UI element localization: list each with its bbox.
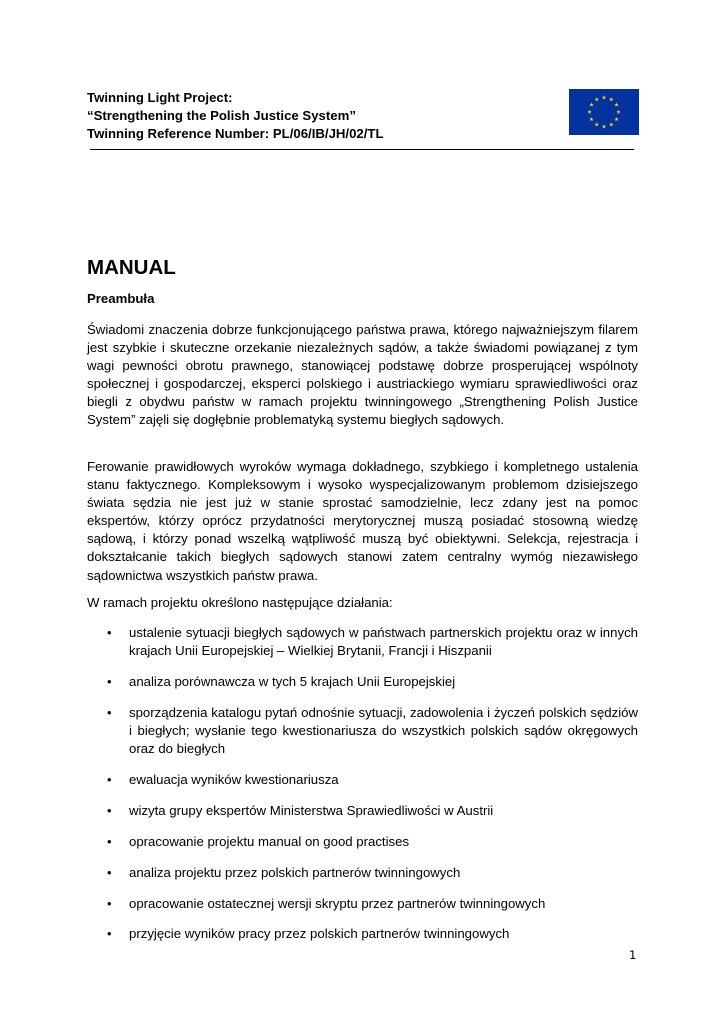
list-item-text: sporządzenia katalogu pytań odnośnie sytuacji, zadowolenia i życzeń polskich sędziów i biegłych; wysłanie tego kwestionariusza do wszystkich polskich sądów okręgowych oraz do biegłych bbox=[129, 704, 638, 757]
bullet-icon: • bbox=[107, 802, 112, 818]
list-item-text: przyjęcie wyników pracy przez polskich partnerów twinningowych bbox=[129, 926, 510, 942]
list-item-text: analiza projektu przez polskich partnerów twinningowych bbox=[129, 864, 461, 880]
list-item bbox=[87, 624, 638, 660]
bullet-icon: • bbox=[107, 926, 112, 942]
bullet-icon: • bbox=[107, 625, 112, 640]
paragraph-requirements: Ferowanie prawidłowych wyroków wymaga dokładnego, szybkiego i kompletnego ustalenia stanu faktycznego. Kompleksowym i wysoko wyspecjalizowanym problemom dzisiejszego świata sędzia nie jest już w stanie sprostać samodzielnie, lecz zdany jest na pomoc ekspertów, którzy oprócz przydatności merytorycznej muszą posiadać stosowną wiedzę sądową, i którzy ponad wszelką wątpliwość muszą być obiektywni. Selekcja, rejestracja i dokształcanie takich biegłych sądowych stanowi zatem centralny wymóg niezawisłego sądownictwa wszystkich państw prawa. bbox=[87, 459, 638, 583]
list-item bbox=[87, 925, 638, 943]
bullet-icon: • bbox=[107, 704, 112, 720]
bullet-icon: • bbox=[107, 673, 112, 689]
list-item bbox=[87, 704, 638, 758]
list-item-text: analiza porównawcza w tych 5 krajach Unii Europejskiej bbox=[129, 673, 456, 689]
bullet-icon: • bbox=[107, 771, 112, 787]
document-title: MANUAL bbox=[87, 256, 176, 279]
list-item bbox=[87, 802, 638, 820]
bullet-icon: • bbox=[107, 895, 112, 911]
list-item bbox=[87, 771, 638, 789]
header-divider bbox=[90, 149, 634, 150]
bullet-icon: • bbox=[107, 833, 112, 849]
list-item-text: ustalenie sytuacji biegłych sądowych w państwach partnerskich projektu oraz w innych krajach Unii Europejskiej – Wielkiej Brytanii, Francji i Hiszpanii bbox=[129, 625, 638, 659]
bullet-icon: • bbox=[107, 864, 112, 880]
header-line-title: “Strengthening the Polish Justice System” bbox=[87, 108, 356, 123]
section-heading: Preambuła bbox=[87, 291, 155, 306]
list-item-text: ewaluacja wyników kwestionariusza bbox=[129, 771, 339, 787]
list-item bbox=[87, 895, 638, 913]
header-line-project: Twinning Light Project: bbox=[87, 90, 233, 105]
header-line-reference: Twinning Reference Number: PL/06/IB/JH/02/TL bbox=[87, 126, 384, 141]
list-item bbox=[87, 833, 638, 851]
list-item-text: opracowanie ostatecznej wersji skryptu przez partnerów twinningowych bbox=[129, 895, 546, 911]
paragraph-activities-intro: W ramach projektu określono następujące działania: bbox=[87, 595, 393, 610]
activities-list bbox=[87, 624, 638, 956]
list-item bbox=[87, 864, 638, 882]
list-item bbox=[87, 673, 638, 691]
eu-flag-icon bbox=[569, 89, 639, 135]
paragraph-intro: Świadomi znaczenia dobrze funkcjonującego państwa prawa, którego najważniejszym filarem jest szybkie i skuteczne orzekanie niezależnych sądów, a także świadomi powiązanej z tym wagi pewności obrotu prawnego, stanowiącej podstawę dobrze prosperującej wspólnoty społecznej i gospodarczej, eksperci polskiego i austriackiego wymiaru sprawiedliwości oraz biegli z obydwu państw w ramach projektu twinningowego „Strengthening Polish Justice System” zajęli się dogłębnie problematyką systemu biegłych sądowych. bbox=[87, 322, 638, 428]
page-number: 1 bbox=[629, 948, 637, 962]
list-item-text: opracowanie projektu manual on good practises bbox=[129, 833, 410, 849]
project-header bbox=[87, 89, 537, 143]
list-item-text: wizyta grupy ekspertów Ministerstwa Sprawiedliwości w Austrii bbox=[129, 802, 494, 818]
